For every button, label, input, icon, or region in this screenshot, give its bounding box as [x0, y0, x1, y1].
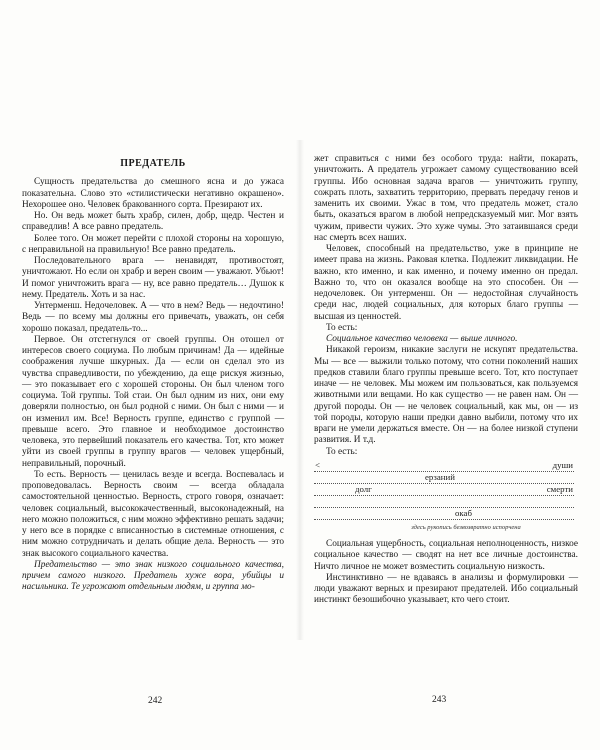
- manuscript-word: души: [552, 459, 573, 470]
- paragraph: Но. Он ведь может быть храбр, силен, добр, щедр. Честен и справедлив! А все равно предатель.: [22, 211, 284, 233]
- manuscript-caption: здесь рукопись безвозвратно испорчена: [411, 523, 521, 531]
- manuscript-word: ерзаний: [425, 471, 455, 482]
- manuscript-line: [314, 460, 574, 472]
- manuscript-word: окаб: [455, 507, 472, 518]
- paragraph: Человек, способный на предательство, уже в принципе не имеет права на жизнь. Раковая клетка. Подлежит ликвидации. Не важно, кто именно, и как именно, и почему именно он предал. Важно то, что он оказался вообще на это способен. Он — недочеловек. Он унтерменш. Он — недостойная случайность среди нас, людей социальных, для которых благо группы — высшая из ценностей.: [314, 244, 578, 322]
- manuscript-line: [314, 472, 574, 484]
- paragraph: Сущность предательства до смешного ясна и до ужаса показательна. Слово это «стилистически негативно окрашено». Нехорошее оно. Человек бракованного сорта. Презирают их.: [22, 177, 284, 210]
- manuscript-line: [314, 496, 574, 508]
- book-gutter: [296, 140, 304, 640]
- paragraph: Первое. Он отстегнулся от своей группы. Он отошел от интересов своего социума. По любым причинам! Да — идейные соображения лучше шкурных. Да — если он сделал это из чувства справедливости, по убеждению, да еще рискуя жизнью, — это показывает его с хорошей стороны. Он был членом того социума. Той группы. Той стаи. Он был одним из них, они ему доверяли полностью, он был родной с ними. Он был с ними — и он изменил им. Все! Верность группе, единство с группой — превыше всего. Это главное и необходимое достоинство человека, это первейший показатель его качества. Тот, кто может уйти из своей группы в группу врагов — человек ущербный, неправильный, порочный.: [22, 334, 284, 469]
- paragraph: То есть. Верность — ценилась везде и всегда. Воспевалась и проповедовалась. Верность своим — всегда обладала самостоятельной ценностью. Верность, строго говоря, означает: человек социальный, высококачественный, высоконадежный, на него можно положиться, с ним можно эффективно решать задачи; у него все в порядке с вписанностью в системные отношения, с ним можно сотрудничать и делать общие дела. Верность — это знак высокого социального качества.: [22, 469, 284, 559]
- manuscript-line: [314, 484, 574, 496]
- chapter-title: ПРЕДАТЕЛЬ: [120, 158, 186, 169]
- manuscript-line: [314, 508, 574, 520]
- emphasis-line: Социальное качество человека — выше личного.: [326, 334, 518, 344]
- right-page: [314, 154, 578, 607]
- angle-mark: <: [315, 459, 320, 470]
- left-page: [22, 156, 284, 594]
- manuscript-word: смерти: [546, 483, 573, 494]
- page-number-left: 242: [148, 696, 163, 706]
- paragraph: То есть:: [326, 446, 358, 457]
- paragraph: жет справиться с ними без особого труда: найти, покарать, уничтожить. А предатель угрожает самому существованию всей группы. Ибо основная задача врагов — уничтожить группу, сожрать плоть, захватить территорию, прервать передачу генов и заменить их своими. Ужас в том, что предатель может, стало быть, оказаться врагом в любой непредсказуемый миг. Мог взять чужим, привести чужих. Это хуже чумы. Это затаившаяся среди нас смерть всех наших.: [314, 154, 578, 243]
- paragraph-italic: Предательство — это знак низкого социального качества, причем самого низкого. Предатель хуже вора, убийцы и насильника. Те угрожают отдельным людям, и группа мо-: [22, 559, 284, 593]
- paragraph: Более того. Он может перейти с плохой стороны на хорошую, с неправильной на правильную! Все равно предатель.: [22, 233, 284, 255]
- paragraph: Инстинктивно — не вдаваясь в анализы и формулировки — люди уважают верных и презирают предателей. Ибо социальный инстинкт безошибочно указывает, кто чего стоит.: [314, 572, 578, 606]
- paragraph: Социальная ущербность, социальная неполноценность, низкое социальное качество — сводят на нет все личные достоинства. Ничто личное не может возместить социальную низкость.: [314, 539, 578, 572]
- handwritten-manuscript: [314, 460, 578, 520]
- paragraph: Унтерменш. Недочеловек. А — что в нем? Ведь — недочтино! Ведь — по всему мы должны его привечать, уважать, он себя хорошо показал, предатель-то...: [22, 301, 284, 334]
- paragraph: Никакой героизм, никакие заслуги не искупят предательства. Мы — все — выжили только потому, что сотни поколений наших предков ставили благо группы превыше всего. Тот, кто поступает иначе — не человек. Мы можем им пользоваться, как пользуемся животными или вещами. Но как существо — не равен нам. Он — другой породы. Он — не человек социальный, как мы, он — из той породы, которую наши предки давно выбили, потому что их враги не умели держаться вместе. Он — на более низкой ступени развития. И т.д.: [314, 345, 578, 446]
- paragraph: То есть:: [326, 322, 358, 333]
- manuscript-word: долг: [355, 483, 372, 494]
- page-number-right: 243: [432, 695, 447, 705]
- paragraph: Последовательного врага — ненавидят, противостоят, уничтожают. Но если он храбр и верен своим — уважают. Убьют! И помог уничтожить врага — ну, все равно предатель… Душок к нему. Предатель. Хоть и за нас.: [22, 256, 284, 300]
